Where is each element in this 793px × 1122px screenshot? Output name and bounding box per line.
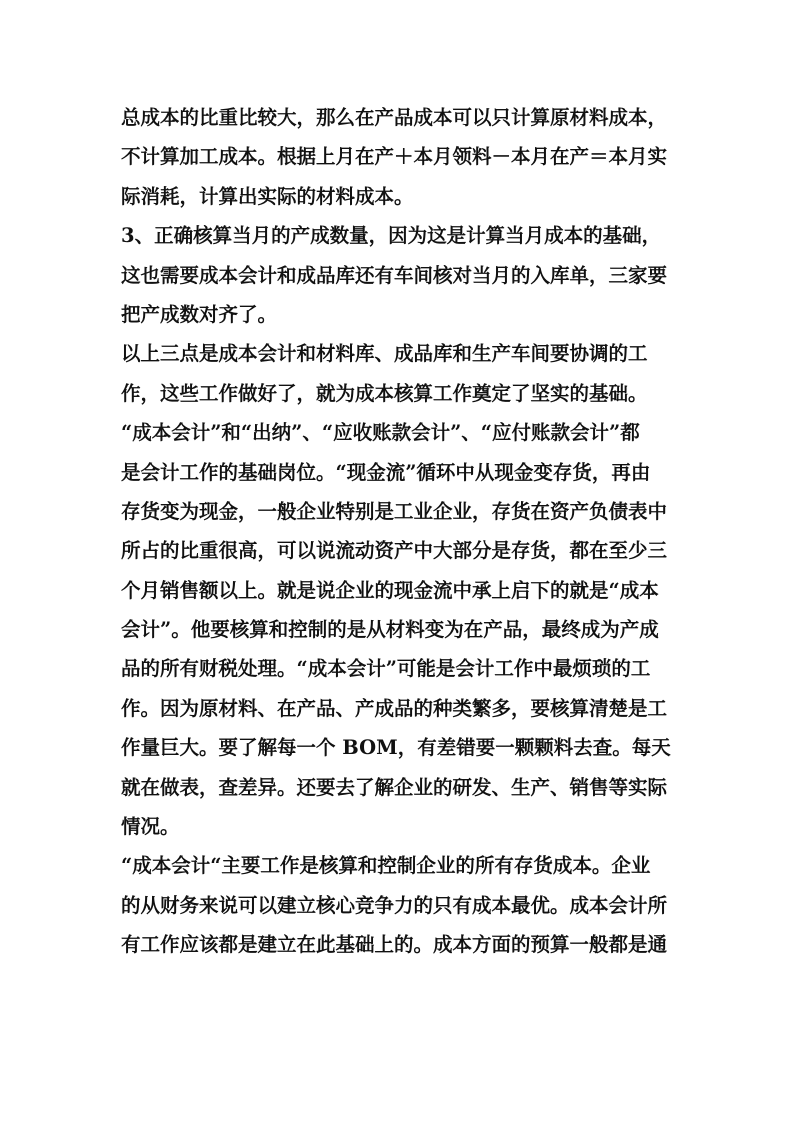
text-line: 就在做表，查差异。还要去了解企业的研发、生产、销售等实际 (121, 775, 668, 799)
text-line: 这也需要成本会计和成品库还有车间核对当月的入库单，三家要 (121, 263, 668, 287)
text-line: 作，这些工作做好了，就为成本核算工作奠定了坚实的基础。 (121, 381, 648, 405)
text-line: 情况。 (121, 815, 180, 839)
text-line: 所占的比重很高，可以说流动资产中大部分是存货，都在至少三 (121, 539, 668, 563)
text-line: 个月销售额以上。就是说企业的现金流中承上启下的就是“成本 (121, 578, 659, 602)
text-line: “成本会计”和“出纳”、“应收账款会计”、“应付账款会计”都 (121, 421, 640, 445)
text-line: 3、正确核算当月的产成数量，因为这是计算当月成本的基础， (121, 224, 662, 248)
text-line: 的从财务来说可以建立核心竞争力的只有成本最优。成本会计所 (121, 893, 668, 917)
text-line: 不计算加工成本。根据上月在产＋本月领料－本月在产＝本月实 (121, 145, 668, 169)
text-line: 会计”。他要核算和控制的是从材料变为在产品，最终成为产成 (121, 618, 659, 642)
text-line: 作量巨大。要了解每一个 BOM，有差错要一颗颗料去查。每天 (121, 736, 671, 760)
text-line: 总成本的比重比较大，那么在产品成本可以只计算原材料成本， (121, 106, 668, 129)
text-line: 作。因为原材料、在产品、产成品的种类繁多，要核算清楚是工 (121, 696, 668, 720)
text-line: 存货变为现金，一般企业特别是工业企业，存货在资产负债表中 (121, 499, 668, 523)
text-line: 把产成数对齐了。 (121, 302, 278, 326)
text-line: “成本会计“主要工作是核算和控制企业的所有存货成本。企业 (121, 854, 651, 878)
text-line: 是会计工作的基础岗位。“现金流”循环中从现金变存货，再由 (121, 460, 651, 484)
text-line: 际消耗，计算出实际的材料成本。 (121, 184, 414, 208)
text-line: 有工作应该都是建立在此基础上的。成本方面的预算一般都是通 (121, 933, 668, 957)
text-line: 以上三点是成本会计和材料库、成品库和生产车间要协调的工 (121, 342, 648, 366)
text-line: 品的所有财税处理。“成本会计”可能是会计工作中最烦琐的工 (121, 657, 651, 681)
document-body (121, 98, 675, 965)
